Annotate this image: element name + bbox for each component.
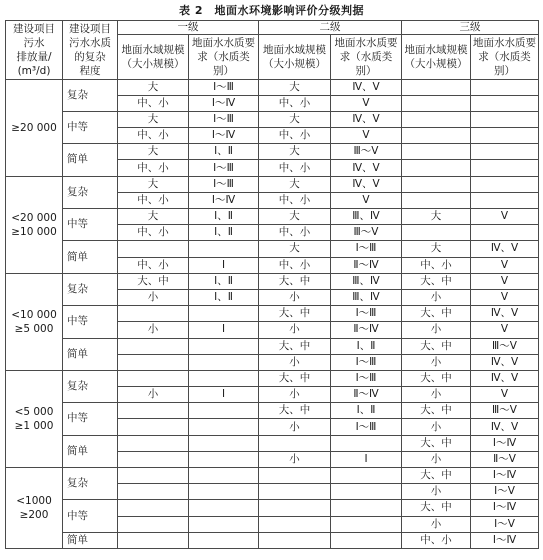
l2-quality-cell: Ⅲ、Ⅳ [331, 273, 402, 289]
table-row [6, 273, 539, 289]
l1-scale-cell: 大 [118, 176, 189, 192]
l3-quality-cell: Ⅱ～Ⅴ [471, 451, 539, 467]
l1-scale-cell: 小 [118, 322, 189, 338]
l3-scale-cell: 大 [402, 241, 471, 257]
l1-scale-cell [118, 500, 189, 516]
subheader-l3-quality: 地面水水质要求（水质类别） [471, 34, 539, 79]
l1-quality-cell: Ⅰ [189, 257, 259, 273]
complexity-cell: 中等 [63, 209, 118, 241]
l1-scale-cell [118, 468, 189, 484]
complexity-cell: 复杂 [63, 370, 118, 402]
discharge-volume-line: ≥20 000 [11, 121, 57, 134]
l2-scale-cell [259, 516, 331, 532]
l2-quality-cell: Ⅰ～Ⅲ [331, 370, 402, 386]
discharge-volume-line: <10 000 [11, 308, 57, 321]
l3-scale-cell: 中、小 [402, 532, 471, 548]
complexity-cell: 复杂 [63, 176, 118, 208]
l1-quality-cell [189, 370, 259, 386]
l2-quality-cell: Ⅲ、Ⅳ [331, 209, 402, 225]
l2-scale-cell [259, 435, 331, 451]
l3-scale-cell: 大、中 [402, 306, 471, 322]
l1-scale-cell: 大 [118, 144, 189, 160]
l1-quality-cell [189, 403, 259, 419]
l2-quality-cell [331, 484, 402, 500]
l2-quality-cell: Ⅳ、Ⅴ [331, 176, 402, 192]
l3-quality-cell: Ⅲ～Ⅴ [471, 338, 539, 354]
l1-quality-cell: Ⅰ [189, 322, 259, 338]
l1-quality-cell [189, 435, 259, 451]
l1-quality-cell: Ⅰ、Ⅱ [189, 144, 259, 160]
l2-scale-cell: 中、小 [259, 257, 331, 273]
l1-quality-cell: Ⅰ～Ⅳ [189, 128, 259, 144]
l1-quality-cell [189, 500, 259, 516]
l3-quality-cell [471, 111, 539, 127]
l1-quality-cell: Ⅰ～Ⅳ [189, 192, 259, 208]
l1-quality-cell: Ⅰ、Ⅱ [189, 289, 259, 305]
subheader-l2-quality: 地面水水质要求（水质类别） [331, 34, 402, 79]
l2-quality-cell: Ⅱ～Ⅳ [331, 322, 402, 338]
l3-quality-cell: Ⅰ～Ⅴ [471, 484, 539, 500]
l1-scale-cell [118, 403, 189, 419]
l2-quality-cell: Ⅰ～Ⅲ [331, 306, 402, 322]
l2-quality-cell: Ⅰ、Ⅱ [331, 338, 402, 354]
l2-scale-cell: 大 [259, 111, 331, 127]
l1-quality-cell [189, 241, 259, 257]
complexity-cell: 简单 [63, 144, 118, 176]
l2-scale-cell: 大 [259, 176, 331, 192]
table-title: 表 2 地面水环境影响评价分级判据 [179, 4, 364, 17]
l3-scale-cell [402, 111, 471, 127]
l3-scale-cell: 大 [402, 209, 471, 225]
l3-scale-cell: 大、中 [402, 370, 471, 386]
table-row [6, 241, 539, 257]
l1-scale-cell: 小 [118, 387, 189, 403]
header-discharge-volume: 建设项目 污水 排放量/ (m³/d) [6, 21, 63, 80]
l1-quality-cell [189, 468, 259, 484]
l1-scale-cell: 中、小 [118, 257, 189, 273]
l2-scale-cell [259, 500, 331, 516]
l3-quality-cell [471, 192, 539, 208]
l2-scale-cell: 中、小 [259, 128, 331, 144]
l2-quality-cell: Ⅲ～Ⅴ [331, 225, 402, 241]
l3-scale-cell: 小 [402, 484, 471, 500]
l3-scale-cell: 小 [402, 322, 471, 338]
l1-scale-cell [118, 338, 189, 354]
l3-scale-cell [402, 79, 471, 95]
l3-scale-cell [402, 225, 471, 241]
l3-quality-cell: Ⅴ [471, 257, 539, 273]
l3-scale-cell [402, 144, 471, 160]
l2-quality-cell [331, 468, 402, 484]
l2-scale-cell: 大 [259, 241, 331, 257]
table-row [6, 176, 539, 192]
l2-scale-cell: 小 [259, 354, 331, 370]
complexity-cell: 中等 [63, 500, 118, 532]
l1-quality-cell: Ⅰ、Ⅱ [189, 209, 259, 225]
l2-quality-cell [331, 516, 402, 532]
l3-quality-cell: Ⅴ [471, 322, 539, 338]
l1-scale-cell: 中、小 [118, 192, 189, 208]
l3-quality-cell: Ⅴ [471, 387, 539, 403]
table-row [6, 338, 539, 354]
complexity-cell: 简单 [63, 241, 118, 273]
l1-scale-cell [118, 451, 189, 467]
discharge-volume-cell [6, 468, 63, 549]
l2-scale-cell: 大、中 [259, 273, 331, 289]
l1-scale-cell: 小 [118, 289, 189, 305]
table-row [6, 209, 539, 225]
l3-scale-cell [402, 192, 471, 208]
l2-scale-cell: 中、小 [259, 225, 331, 241]
l3-scale-cell: 中、小 [402, 257, 471, 273]
table-row [6, 370, 539, 386]
l3-quality-cell [471, 79, 539, 95]
discharge-volume-line: ≥1 000 [14, 419, 54, 432]
grading-criteria-table [5, 20, 539, 549]
discharge-volume-line: ≥200 [19, 508, 49, 521]
l2-scale-cell: 中、小 [259, 95, 331, 111]
l1-scale-cell [118, 370, 189, 386]
l1-scale-cell: 中、小 [118, 128, 189, 144]
l3-scale-cell: 小 [402, 451, 471, 467]
table-header [6, 21, 539, 80]
l2-quality-cell: Ⅲ～Ⅴ [331, 144, 402, 160]
l3-scale-cell [402, 128, 471, 144]
l2-scale-cell: 小 [259, 387, 331, 403]
l2-quality-cell: Ⅲ、Ⅳ [331, 289, 402, 305]
table-row [6, 111, 539, 127]
table-body [6, 79, 539, 548]
l1-scale-cell [118, 354, 189, 370]
l3-quality-cell: Ⅰ～Ⅳ [471, 500, 539, 516]
subheader-l1-scale: 地面水域规模（大小规模） [118, 34, 189, 79]
discharge-volume-cell [6, 79, 63, 176]
l3-quality-cell: Ⅴ [471, 273, 539, 289]
l1-quality-cell [189, 516, 259, 532]
l2-scale-cell: 小 [259, 419, 331, 435]
header-level-2: 二级 [259, 21, 402, 35]
l2-scale-cell [259, 484, 331, 500]
l1-scale-cell: 大、中 [118, 273, 189, 289]
l1-scale-cell: 中、小 [118, 160, 189, 176]
l1-quality-cell [189, 338, 259, 354]
l3-scale-cell: 大、中 [402, 403, 471, 419]
l3-scale-cell [402, 95, 471, 111]
table-row [6, 500, 539, 516]
l2-scale-cell: 小 [259, 451, 331, 467]
l3-quality-cell [471, 144, 539, 160]
subheader-l2-scale: 地面水域规模（大小规模） [259, 34, 331, 79]
l1-scale-cell: 大 [118, 209, 189, 225]
l3-quality-cell: Ⅰ～Ⅳ [471, 532, 539, 548]
l3-scale-cell: 小 [402, 516, 471, 532]
discharge-volume-line: <5 000 [14, 405, 54, 418]
discharge-volume-line: ≥5 000 [14, 322, 54, 335]
l3-quality-cell: Ⅳ、Ⅴ [471, 419, 539, 435]
l1-quality-cell [189, 451, 259, 467]
table-row [6, 306, 539, 322]
l2-scale-cell: 中、小 [259, 160, 331, 176]
l1-quality-cell [189, 419, 259, 435]
l3-quality-cell: Ⅳ、Ⅴ [471, 241, 539, 257]
subheader-l3-scale: 地面水域规模（大小规模） [402, 34, 471, 79]
l1-scale-cell: 中、小 [118, 95, 189, 111]
l2-scale-cell: 中、小 [259, 192, 331, 208]
l3-quality-cell [471, 95, 539, 111]
l2-quality-cell [331, 500, 402, 516]
l3-scale-cell: 大、中 [402, 468, 471, 484]
l2-quality-cell: Ⅴ [331, 192, 402, 208]
l2-quality-cell: Ⅰ～Ⅲ [331, 419, 402, 435]
table-row [6, 403, 539, 419]
l3-quality-cell [471, 225, 539, 241]
l1-scale-cell [118, 241, 189, 257]
l1-quality-cell: Ⅰ～Ⅲ [189, 160, 259, 176]
l3-scale-cell: 小 [402, 387, 471, 403]
l2-quality-cell: Ⅱ～Ⅳ [331, 387, 402, 403]
l3-quality-cell [471, 128, 539, 144]
header-level-1: 一级 [118, 21, 259, 35]
table-row [6, 144, 539, 160]
table-row [6, 79, 539, 95]
l2-scale-cell: 大、中 [259, 370, 331, 386]
l2-quality-cell [331, 435, 402, 451]
header-level-3: 三级 [402, 21, 539, 35]
l1-quality-cell [189, 532, 259, 548]
l2-quality-cell: Ⅱ～Ⅳ [331, 257, 402, 273]
l1-quality-cell: Ⅰ、Ⅱ [189, 225, 259, 241]
complexity-cell: 中等 [63, 111, 118, 143]
l3-quality-cell: Ⅰ～Ⅴ [471, 516, 539, 532]
l2-scale-cell [259, 468, 331, 484]
complexity-cell: 简单 [63, 435, 118, 467]
complexity-cell: 复杂 [63, 79, 118, 111]
l1-quality-cell: Ⅰ、Ⅱ [189, 273, 259, 289]
l3-quality-cell: Ⅲ～Ⅴ [471, 403, 539, 419]
complexity-cell: 简单 [63, 338, 118, 370]
discharge-volume-line: <20 000 [11, 211, 57, 224]
l1-quality-cell: Ⅰ～Ⅲ [189, 111, 259, 127]
l1-scale-cell: 大 [118, 111, 189, 127]
l2-quality-cell: Ⅴ [331, 128, 402, 144]
l3-quality-cell: Ⅳ、Ⅴ [471, 306, 539, 322]
l3-scale-cell [402, 160, 471, 176]
table-row [6, 468, 539, 484]
l3-quality-cell [471, 160, 539, 176]
l3-quality-cell [471, 176, 539, 192]
l2-quality-cell: Ⅰ～Ⅲ [331, 241, 402, 257]
l3-scale-cell: 大、中 [402, 435, 471, 451]
l2-scale-cell: 大、中 [259, 403, 331, 419]
discharge-volume-line: <1000 [16, 494, 52, 507]
l2-quality-cell: Ⅳ、Ⅴ [331, 111, 402, 127]
table-row [6, 435, 539, 451]
header-complexity: 建设项目 污水水质 的复杂 程度 [63, 21, 118, 80]
l2-quality-cell: Ⅰ～Ⅲ [331, 354, 402, 370]
complexity-cell: 中等 [63, 403, 118, 435]
l2-scale-cell: 大、中 [259, 338, 331, 354]
complexity-cell: 复杂 [63, 273, 118, 305]
l3-quality-cell: Ⅰ～Ⅳ [471, 435, 539, 451]
l1-scale-cell: 中、小 [118, 225, 189, 241]
l1-scale-cell [118, 419, 189, 435]
l2-quality-cell: Ⅰ、Ⅱ [331, 403, 402, 419]
l2-quality-cell: Ⅳ、Ⅴ [331, 160, 402, 176]
l1-quality-cell: Ⅰ～Ⅲ [189, 79, 259, 95]
l2-scale-cell: 大 [259, 144, 331, 160]
complexity-cell: 复杂 [63, 468, 118, 500]
l3-quality-cell: Ⅳ、Ⅴ [471, 354, 539, 370]
l1-scale-cell [118, 484, 189, 500]
l1-scale-cell [118, 532, 189, 548]
l3-scale-cell: 小 [402, 354, 471, 370]
l1-scale-cell [118, 516, 189, 532]
l1-quality-cell: Ⅰ～Ⅳ [189, 95, 259, 111]
discharge-volume-cell [6, 273, 63, 370]
l1-scale-cell: 大 [118, 79, 189, 95]
l2-scale-cell: 大 [259, 209, 331, 225]
l2-quality-cell [331, 532, 402, 548]
l1-quality-cell [189, 306, 259, 322]
l2-quality-cell: Ⅳ、Ⅴ [331, 79, 402, 95]
l3-scale-cell: 大、中 [402, 338, 471, 354]
l1-scale-cell [118, 435, 189, 451]
l3-quality-cell: Ⅴ [471, 209, 539, 225]
l2-scale-cell: 小 [259, 289, 331, 305]
l3-quality-cell: Ⅴ [471, 289, 539, 305]
l1-quality-cell [189, 354, 259, 370]
l1-scale-cell [118, 306, 189, 322]
subheader-l1-quality: 地面水水质要求（水质类别） [189, 34, 259, 79]
complexity-cell: 中等 [63, 306, 118, 338]
l2-scale-cell: 小 [259, 322, 331, 338]
l3-scale-cell: 大、中 [402, 273, 471, 289]
l3-scale-cell [402, 176, 471, 192]
l2-quality-cell: Ⅴ [331, 95, 402, 111]
l2-scale-cell: 大 [259, 79, 331, 95]
l2-scale-cell [259, 532, 331, 548]
discharge-volume-line: ≥10 000 [11, 225, 57, 238]
l3-scale-cell: 小 [402, 419, 471, 435]
l2-quality-cell: Ⅰ [331, 451, 402, 467]
l1-quality-cell [189, 484, 259, 500]
l3-quality-cell: Ⅰ～Ⅳ [471, 468, 539, 484]
l3-scale-cell: 大、中 [402, 500, 471, 516]
l3-scale-cell: 小 [402, 289, 471, 305]
discharge-volume-cell [6, 370, 63, 467]
l2-scale-cell: 大、中 [259, 306, 331, 322]
discharge-volume-cell [6, 176, 63, 273]
complexity-cell: 简单 [63, 532, 118, 548]
table-row [6, 532, 539, 548]
l1-quality-cell: Ⅰ [189, 387, 259, 403]
l3-quality-cell: Ⅳ、Ⅴ [471, 370, 539, 386]
l1-quality-cell: Ⅰ～Ⅲ [189, 176, 259, 192]
